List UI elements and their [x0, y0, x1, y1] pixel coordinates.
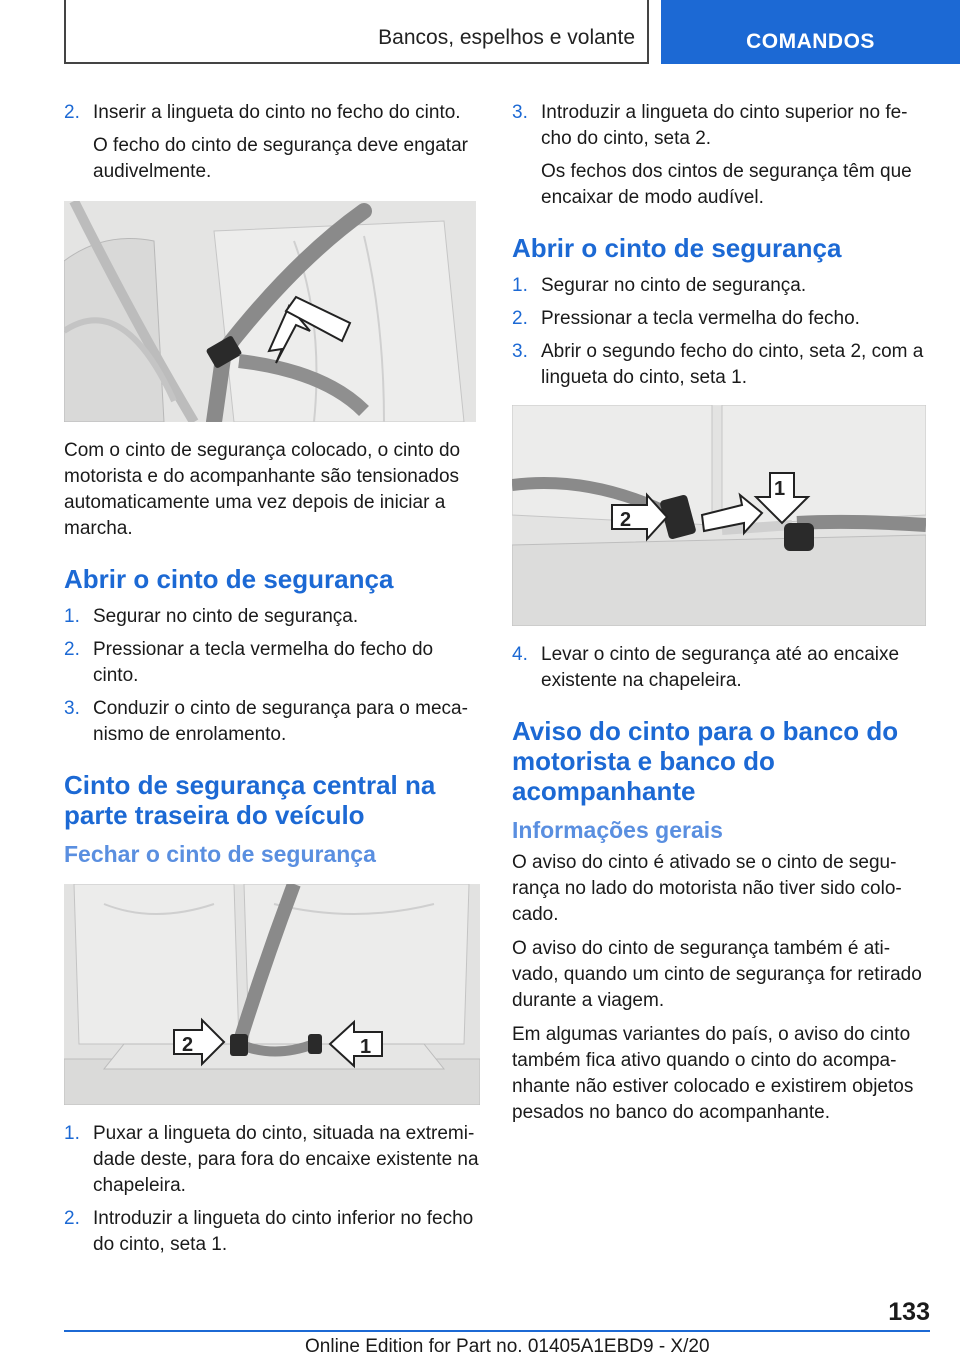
step-number: 4.: [512, 644, 528, 665]
step-text: Segurar no cinto de segurança.: [541, 275, 807, 296]
step-note: O fecho do cinto de segurança deve engatar audivelmente.: [93, 135, 468, 182]
step-number: 1.: [512, 275, 528, 296]
info-paragraph: O aviso do cinto é ativado se o cinto de segurança no lado do motorista não tiver sido colocado.: [512, 852, 902, 925]
figure-front-seat-belt: [64, 201, 476, 422]
heading-belt-warning: Aviso do cinto para o banco do motorista e banco do acompanhante: [512, 716, 899, 806]
step-text: Levar o cinto de segurança até ao encaixe existente na chapeleira.: [541, 644, 900, 691]
list-item: [512, 273, 930, 299]
header-chapter-tab: [661, 0, 960, 64]
edition-text: Online Edition for Part no. 01405A1EBD9 - X/20: [305, 1336, 710, 1357]
heading-open-belt: Abrir o cinto de segurança: [64, 564, 394, 594]
step-number: 2.: [64, 1208, 80, 1229]
footer-rule: [64, 1330, 930, 1332]
step-text: Segurar no cinto de segurança.: [93, 606, 359, 627]
list-item: [64, 696, 479, 748]
step-number: 3.: [64, 698, 80, 719]
step-note: Os fechos dos cintos de segurança têm que encaixar de modo audível.: [541, 161, 912, 208]
step-text: Pressionar a tecla vermelha do fecho do cinto.: [93, 639, 434, 686]
step-text: Introduzir a lingueta do cinto superior no fecho do cinto, seta 2.: [541, 102, 908, 149]
header-section-tab: [64, 0, 649, 64]
tension-paragraph: Com o cinto de segurança colocado, o cinto do motorista e do acompanhante são tensionados automaticamente uma vez depois de iniciar a marcha.: [64, 440, 461, 539]
list-item: [64, 1121, 479, 1199]
step-text: Puxar a lingueta do cinto, situada na extremidade deste, para fora do encaixe existente na chapeleira.: [93, 1123, 479, 1196]
heading-general-info: Informações gerais: [512, 817, 723, 843]
step-number: 3.: [512, 341, 528, 362]
left-column: [64, 100, 479, 1265]
step-text: Abrir o segundo fecho do cinto, seta 2, com a lingueta do cinto, seta 1.: [541, 341, 924, 388]
step-number: 2.: [64, 102, 80, 123]
step-number: 2.: [64, 639, 80, 660]
list-item: [512, 100, 930, 152]
page-header: [64, 0, 960, 64]
figure-label-2: 2: [182, 1034, 194, 1056]
list-item: [64, 637, 479, 689]
list-item: [512, 642, 930, 694]
list-item: [64, 604, 479, 630]
list-item: [512, 339, 930, 391]
list-item: [64, 1206, 479, 1258]
rear-seat-illustration: [64, 884, 480, 1105]
step-number: 3.: [512, 102, 528, 123]
heading-open-belt: Abrir o cinto de segurança: [512, 233, 842, 263]
step-number: 2.: [512, 308, 528, 329]
buckle-release-illustration: [512, 405, 926, 626]
step-text: Pressionar a tecla vermelha do fecho.: [541, 308, 860, 329]
header-section-title: Bancos, espelhos e volante: [378, 26, 635, 49]
heading-close-belt: Fechar o cinto de segurança: [64, 841, 376, 867]
front-seat-illustration: [64, 201, 476, 422]
list-item: [512, 306, 930, 332]
list-item: [64, 100, 479, 126]
figure-label-1: 1: [774, 478, 786, 500]
step-text: Inserir a lingueta do cinto no fecho do cinto.: [93, 102, 461, 123]
figure-rear-center-belt: [64, 884, 480, 1105]
info-paragraph: O aviso do cinto de segurança também é ativado, quando um cinto de segurança for retirado durante a viagem.: [512, 938, 922, 1011]
step-text: Conduzir o cinto de segurança para o mecanismo de enrolamento.: [93, 698, 468, 745]
figure-label-2: 2: [620, 509, 632, 531]
right-column: [512, 100, 930, 1134]
figure-label-1: 1: [360, 1036, 372, 1058]
page-number: 133: [888, 1298, 930, 1326]
step-number: 1.: [64, 606, 80, 627]
header-chapter-title: COMANDOS: [746, 30, 875, 53]
figure-release-buckle: [512, 405, 926, 626]
step-text: Introduzir a lingueta do cinto inferior no fecho do cinto, seta 1.: [93, 1208, 474, 1255]
step-number: 1.: [64, 1123, 80, 1144]
info-paragraph: Em algumas variantes do país, o aviso do cinto também fica ativo quando o cinto do acompanhante não estiver colocado e existirem objetos pesados no banco do acompanhante.: [512, 1024, 914, 1123]
heading-central-belt: Cinto de segurança central na parte traseira do veículo: [64, 770, 436, 830]
